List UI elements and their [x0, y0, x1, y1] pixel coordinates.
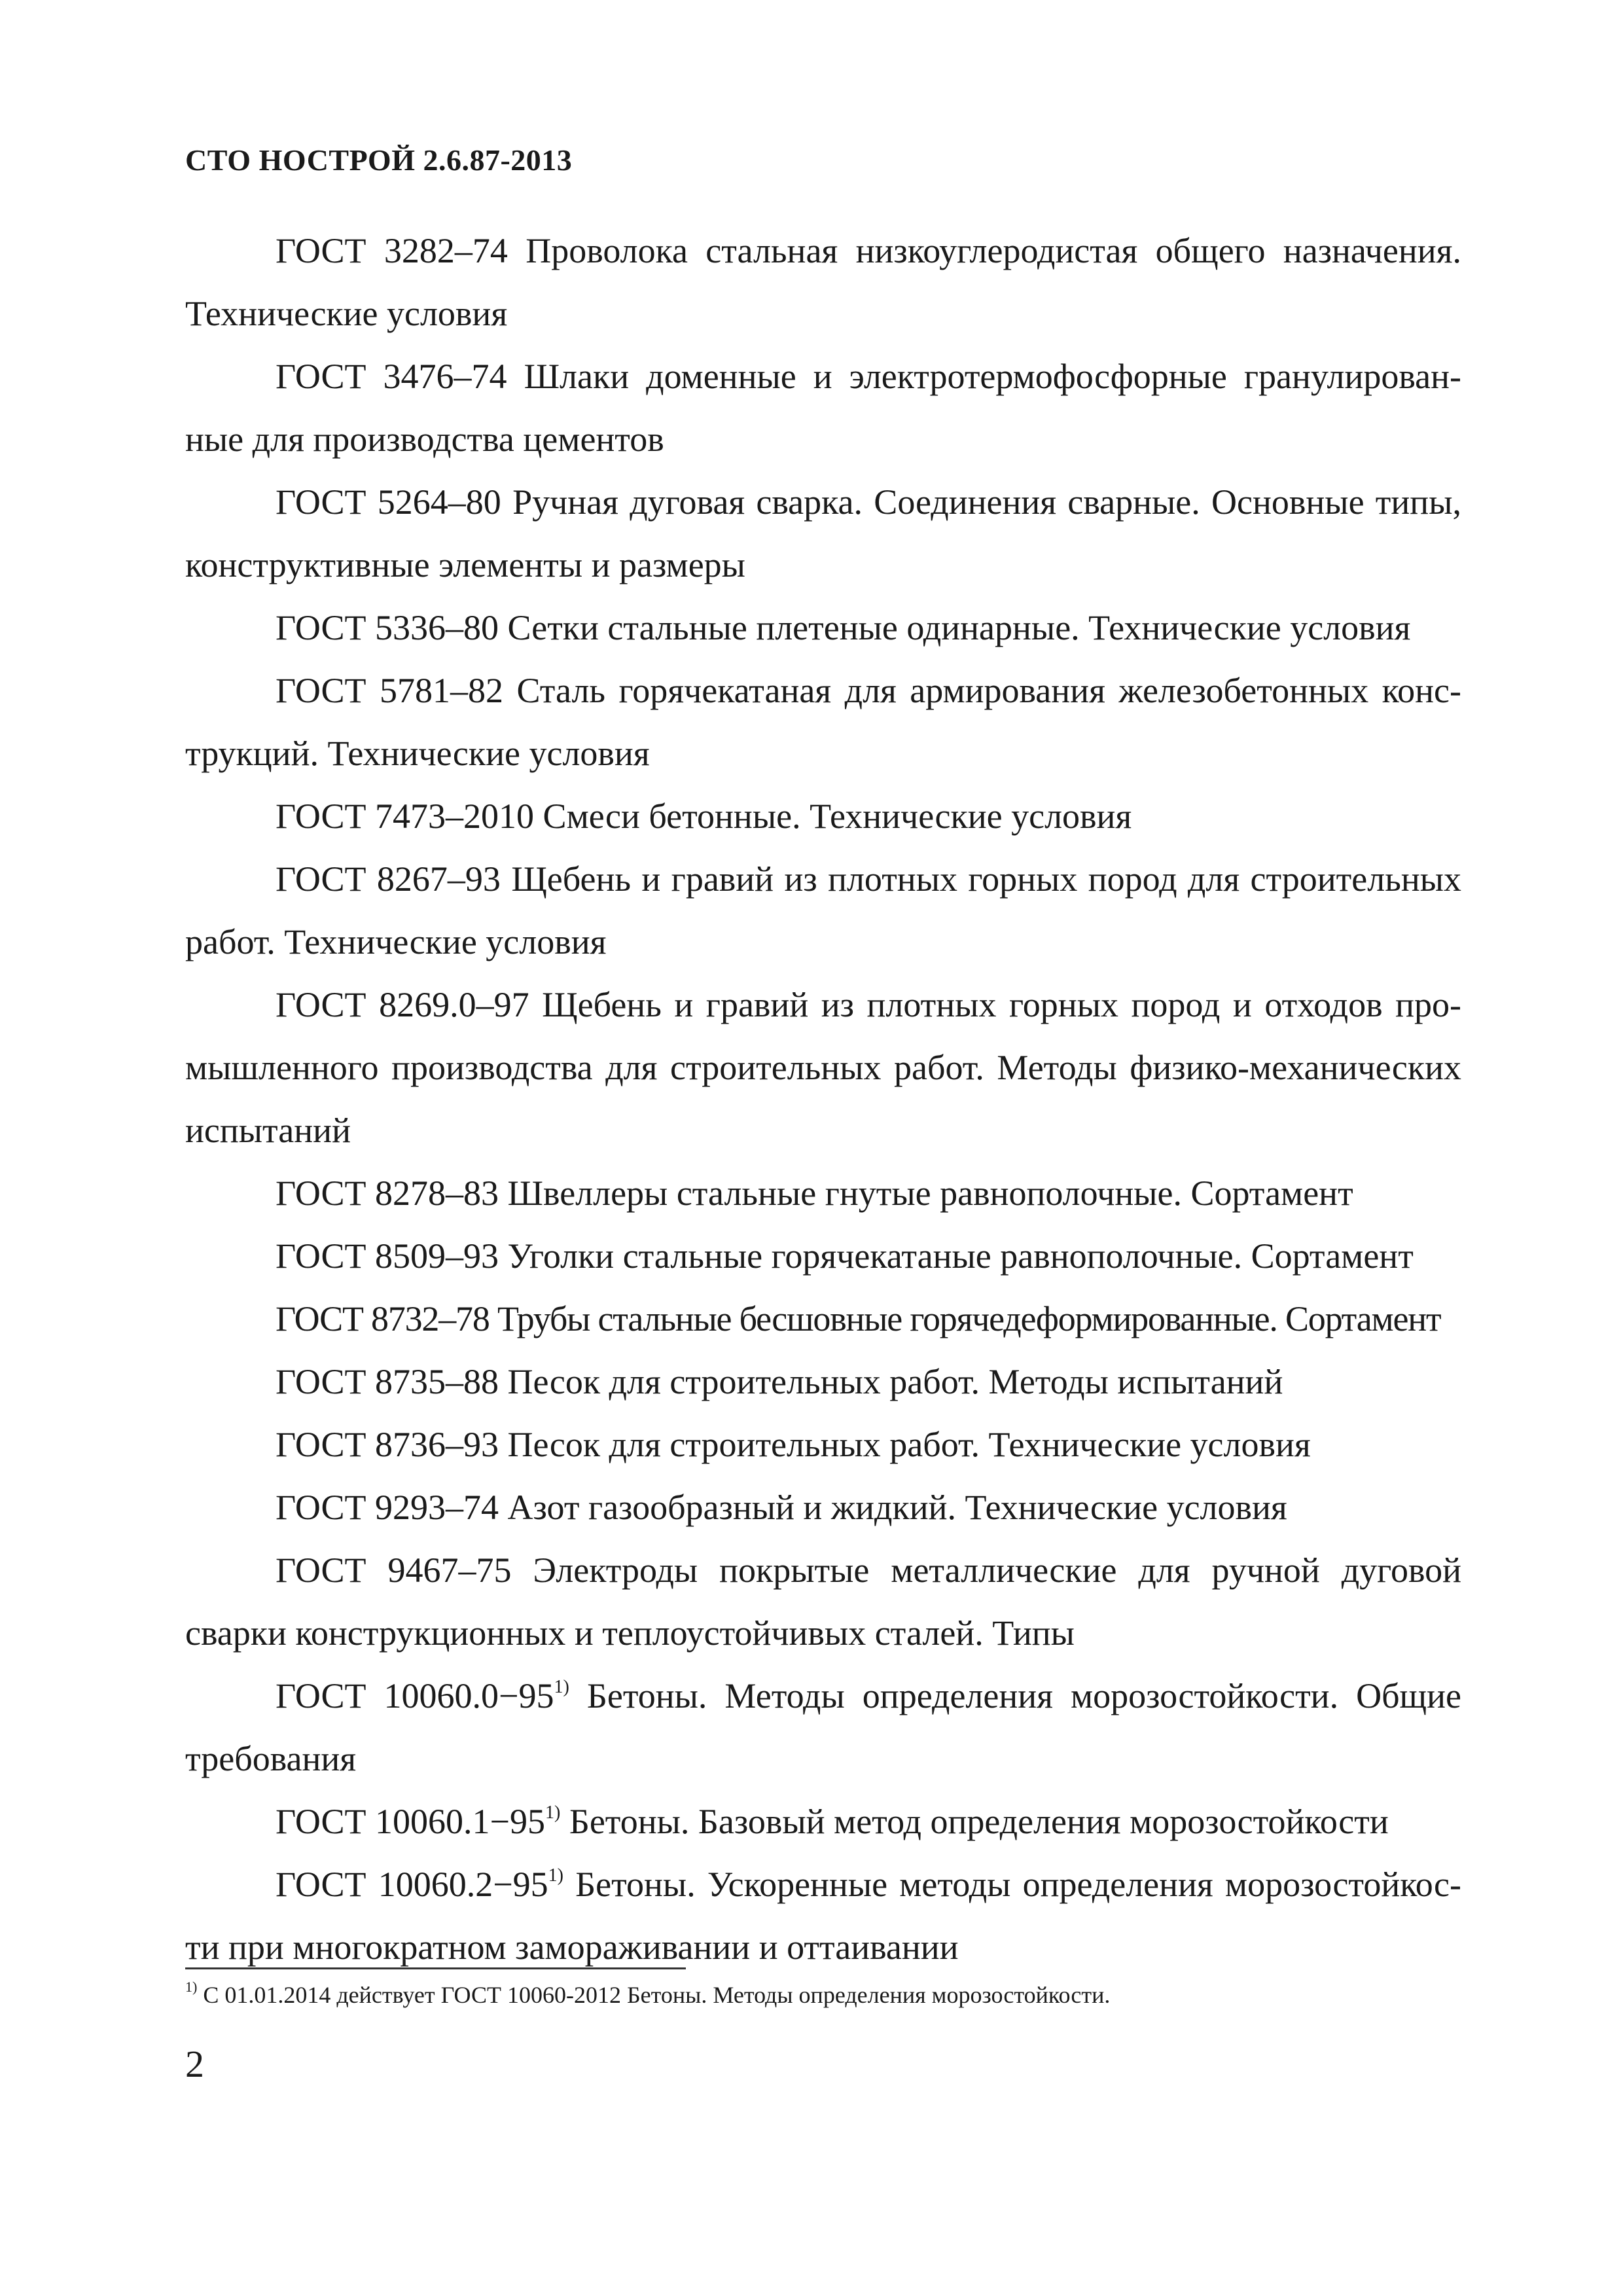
- reference-item: [185, 659, 1461, 785]
- reference-title: Ручная дуговая сварка. Соединения сварные. Основные типы, конструктивные элементы и размеры: [185, 482, 1461, 584]
- reference-title: Сталь горячекатаная для армирования железобетонных конс-трукций. Технические условия: [185, 671, 1461, 773]
- normative-references-list: [185, 219, 1461, 1979]
- reference-item: [185, 1664, 1461, 1790]
- reference-code: ГОСТ 8736–93: [276, 1425, 499, 1464]
- reference-title: Швеллеры стальные гнутые равнополочные. Сортамент: [507, 1174, 1353, 1213]
- reference-code: ГОСТ 10060.0−95: [276, 1676, 554, 1715]
- reference-code: ГОСТ 5264–80: [276, 482, 501, 522]
- reference-item: [185, 596, 1461, 659]
- reference-title: Трубы стальные бесшовные горячедеформированные. Сортамент: [497, 1299, 1441, 1338]
- reference-item: [185, 1853, 1461, 1979]
- reference-title: Песок для строительных работ. Методы испытаний: [507, 1362, 1283, 1401]
- footnote-mark: 1): [548, 1865, 563, 1886]
- footnote: [185, 1975, 1110, 2009]
- reference-code: ГОСТ 8732–78: [276, 1299, 490, 1338]
- reference-code: ГОСТ 5336–80: [276, 608, 499, 647]
- reference-code: ГОСТ 8269.0–97: [276, 985, 529, 1024]
- reference-title: Бетоны. Базовый метод определения морозостойкости: [569, 1802, 1389, 1841]
- footnote-separator: [185, 1967, 686, 1969]
- reference-title: Шлаки доменные и электротермофосфорные гранулирован-ные для производства цементов: [185, 357, 1461, 459]
- reference-title: Электроды покрытые металлические для ручной дуговой сварки конструкционных и теплоустойчивых сталей. Типы: [185, 1551, 1462, 1653]
- reference-title: Уголки стальные горячекатаные равнополочные. Сортамент: [507, 1236, 1414, 1276]
- footnote-text: С 01.01.2014 действует ГОСТ 10060-2012 Бетоны. Методы определения морозостойкости.: [203, 1982, 1111, 2008]
- reference-title: Песок для строительных работ. Технические условия: [507, 1425, 1311, 1464]
- reference-item: [185, 1413, 1461, 1476]
- footnote-mark: 1): [185, 1979, 198, 1995]
- reference-item: [185, 219, 1461, 345]
- footnote-mark: 1): [554, 1677, 569, 1697]
- reference-code: ГОСТ 3476–74: [276, 357, 507, 396]
- reference-code: ГОСТ 3282–74: [276, 231, 508, 270]
- reference-item: [185, 1476, 1461, 1539]
- reference-title: Бетоны. Ускоренные методы определения морозостойкос-ти при многократном замораживании и оттаивании: [185, 1865, 1461, 1967]
- reference-item: [185, 1162, 1461, 1225]
- reference-title: Азот газообразный и жидкий. Технические условия: [507, 1488, 1287, 1527]
- page-number: 2: [185, 2043, 204, 2085]
- reference-title: Сетки стальные плетеные одинарные. Технические условия: [507, 608, 1411, 647]
- reference-code: ГОСТ 7473–2010: [276, 797, 535, 836]
- reference-title: Щебень и гравий из плотных горных пород для строительных работ. Технические условия: [185, 859, 1462, 961]
- reference-item: [185, 1539, 1461, 1664]
- reference-code: ГОСТ 9467–75: [276, 1551, 512, 1590]
- reference-code: ГОСТ 9293–74: [276, 1488, 499, 1527]
- reference-item: [185, 848, 1461, 973]
- reference-code: ГОСТ 8509–93: [276, 1236, 499, 1276]
- reference-code: ГОСТ 5781–82: [276, 671, 503, 710]
- reference-title: Бетоны. Методы определения морозостойкости. Общие требования: [185, 1676, 1461, 1778]
- reference-item: [185, 345, 1461, 471]
- reference-item: [185, 471, 1461, 596]
- reference-code: ГОСТ 8735–88: [276, 1362, 499, 1401]
- reference-item: [185, 1790, 1461, 1853]
- reference-item: [185, 1225, 1461, 1287]
- reference-item: [185, 1287, 1461, 1350]
- reference-title: Смеси бетонные. Технические условия: [543, 797, 1132, 836]
- footnote-mark: 1): [545, 1803, 561, 1823]
- reference-item: [185, 785, 1461, 848]
- reference-code: ГОСТ 8278–83: [276, 1174, 499, 1213]
- reference-code: ГОСТ 10060.2−95: [276, 1865, 548, 1904]
- reference-item: [185, 973, 1461, 1162]
- reference-title: Проволока стальная низкоуглеродистая общего назначения. Технические условия: [185, 231, 1461, 333]
- document-header: СТО НОСТРОЙ 2.6.87-2013: [185, 143, 573, 177]
- reference-item: [185, 1350, 1461, 1413]
- reference-code: ГОСТ 8267–93: [276, 859, 501, 899]
- reference-title: Щебень и гравий из плотных горных пород и отходов про-мышленного производства для строительных работ. Методы физико-механических испытаний: [185, 985, 1461, 1150]
- reference-code: ГОСТ 10060.1−95: [276, 1802, 545, 1841]
